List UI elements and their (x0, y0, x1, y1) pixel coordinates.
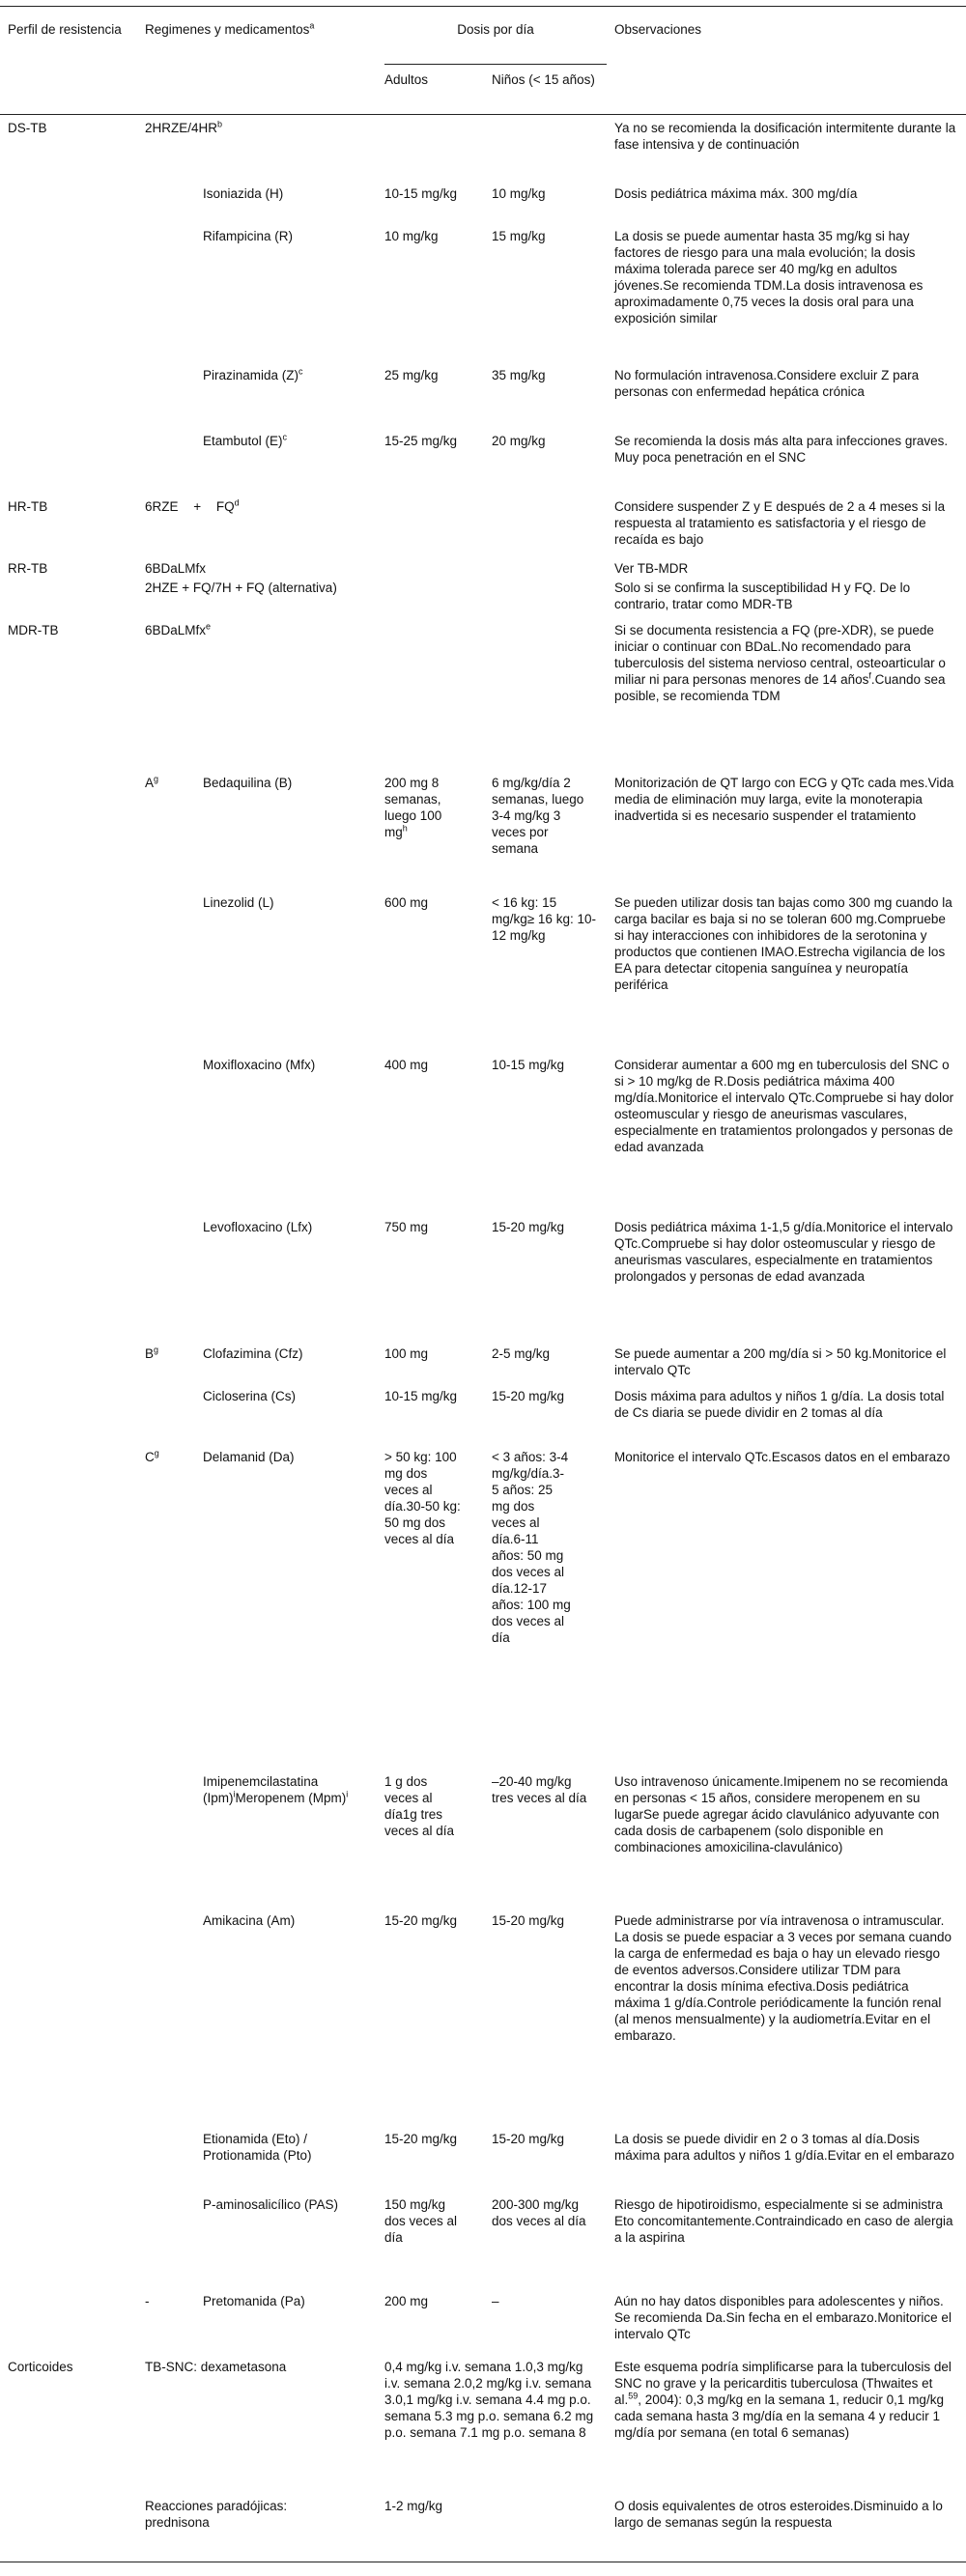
drug-pa: Pretomanida (Pa) (203, 2294, 305, 2308)
regimen-tb-snc: TB-SNC: dexametasona (145, 2360, 287, 2374)
obs-reacciones: O dosis equivalentes de otros esteroides.Disminuido a lo largo de semanas según la respuesta (614, 2499, 943, 2530)
drug-z: Pirazinamida $(Z)^c$ (203, 366, 303, 382)
obs-tb-snc: Este esquema podría simplificarse para la tuberculosis del SNC no grave y la pericarditis tuberculosa (Thwaites et al.$^{59}$, 2004): 0,3 mg/kg en la semana 1, reducir 0,1 mg/kg cada semana hasta 3 mg/día en la semana 4 y reducir 1 mg/día por semana (en total 6 semanas) (614, 2360, 952, 2440)
regimen-rrtb-1: 6BDaLMfx (145, 561, 207, 576)
drug-da: Delamanid (Da) (203, 1450, 295, 1464)
obs-pa: Aún no hay datos disponibles para adolescentes y niños. Se recomienda Da.Sin fecha en el embarazo.Monitorice el intervalo QTc (614, 2294, 952, 2341)
obs-cfz: Se puede aumentar a 200 mg/día si > 50 kg.Monitorice el intervalo QTc (614, 1346, 947, 1377)
drug-am: Amikacina (Am) (203, 1913, 296, 1928)
dose-adult-da: > 50 kg: 100 mg dos veces al día.30-50 kg: 50 mg dos veces al día (384, 1450, 461, 1546)
drug-cfz: Clofazimina (Cfz) (203, 1346, 303, 1361)
dose-adult-pa: 200 mg (384, 2294, 429, 2308)
dose-adult-eto: 15-20 mg/kg (384, 2132, 458, 2146)
dose-child-cfz: 2-5 mg/kg (492, 1346, 551, 1361)
dose-adult-b: 200 mg 8 semanas, luego 100 $mg^h$ (384, 776, 442, 839)
drug-lfx: Levofloxacino (Lfx) (203, 1220, 313, 1234)
obs-l: Se pueden utilizar dosis tan bajas como 300 mg cuando la carga bacilar es baja si no se toleran 600 mg.Compruebe si hay interacciones con inhibidores de la serotonina y productos que contienen IMAO.Estrecha vigilancia de los EA para detectar citopenia sanguínea y neuropatía periférica (614, 895, 952, 992)
obs-e: Se recomienda la dosis más alta para infecciones graves. Muy poca penetración en el SNC (614, 434, 949, 465)
obs-pas: Riesgo de hipotiroidismo, especialmente si se administra Eto concomitantemente.Contraindicado en caso de alergia a la aspirina (614, 2197, 953, 2245)
obs-r: La dosis se puede aumentar hasta 35 mg/kg si hay factores de riesgo para una mala evolución; la dosis máxima tolerada parece ser 40 mg/kg en adultos jóvenes.Se recomienda TDM.La dosis intravenosa es aproximadamente 0,75 veces la dosis oral para una exposición similar (614, 229, 923, 326)
drug-cs: Cicloserina (Cs) (203, 1389, 297, 1403)
group-pa-label: - (145, 2294, 150, 2308)
dose-child-l: < 16 kg: 15 mg/kg≥ 16 kg: 10-12 mg/kg (492, 895, 596, 943)
obs-da: Monitorice el intervalo QTc.Escasos datos en el embarazo (614, 1450, 951, 1464)
obs-am: Puede administrarse por vía intravenosa o intramuscular. La dosis se puede espaciar a 3 veces por semana cuando la carga de enfermedad es baja o hay un elevado riesgo de eventos adversos.Considere utilizar TDM para encontrar la dosis mínima efectiva.Dosis pediátrica máxima 1 g/día.Controle periódicamente la función renal (al menos mensualmente) y la audiometría.Evitar en el embarazo. (614, 1913, 952, 2043)
dose-adult-lfx: 750 mg (384, 1220, 429, 1234)
regimen-dstb: $2HRZE/4HR^b$ (145, 119, 223, 135)
dose-child-h: 10 mg/kg (492, 186, 546, 201)
dose-group-rule (384, 64, 607, 65)
dose-adult-ipm: 1 g dos veces al día1g tres veces al día (384, 1774, 455, 1838)
regimen-hrtb: $6RZE + FQ^d$ (145, 497, 240, 514)
drug-eto: Etionamida (Eto) / Protionamida (Pto) (203, 2132, 312, 2163)
profile-rrtb: RR-TB (8, 561, 48, 576)
dose-child-eto: 15-20 mg/kg (492, 2132, 565, 2146)
profile-corticoides: Corticoides (8, 2360, 73, 2374)
header-observations: Observaciones (614, 22, 702, 37)
header-adults: Adultos (384, 72, 429, 87)
drug-ipm: Imipenemcilastatina (Ipm)$^i$Meropenem (Mpm)$^i$ (203, 1774, 349, 1805)
profile-mdrtb: MDR-TB (8, 623, 59, 637)
dose-adult-mfx: 400 mg (384, 1058, 429, 1072)
top-rule (0, 6, 966, 7)
drug-e: Etambutol $(E)^c$ (203, 432, 288, 448)
profile-dstb: DS-TB (8, 121, 47, 135)
obs-lfx: Dosis pediátrica máxima 1-1,5 g/día.Monitorice el intervalo QTc.Compruebe si hay dolor osteomuscular y riesgo de aneurismas vasculares, especialmente en tratamientos prolongados y personas de edad avanzada (614, 1220, 953, 1284)
obs-eto: La dosis se puede dividir en 2 o 3 tomas al día.Dosis máxima para adultos y niños 1 g/día.Evitar en el embarazo (614, 2132, 954, 2163)
dose-tb-snc: 0,4 mg/kg i.v. semana 1.0,3 mg/kg i.v. semana 2.0,2 mg/kg i.v. semana 3.0,1 mg/kg i.v. semana 4.4 mg p.o. semana 5.3 mg p.o. semana 6.2 mg p.o. semana 7.1 mg p.o. semana 8 (384, 2360, 594, 2440)
group-b-label: $B^g$ (145, 1345, 159, 1361)
header-rule (0, 114, 966, 115)
obs-dstb: Ya no se recomienda la dosificación intermitente durante la fase intensiva y de continuación (614, 121, 956, 152)
dose-child-mfx: 10-15 mg/kg (492, 1058, 565, 1072)
group-c-label: $C^g$ (145, 1448, 159, 1464)
group-a-label: $A^g$ (145, 774, 159, 790)
drug-mfx: Moxifloxacino (Mfx) (203, 1058, 316, 1072)
dose-child-da: < 3 años: 3-4 mg/kg/día.3-5 años: 25 mg dos veces al día.6-11 años: 50 mg dos veces al día.12-17 años: 100 mg dos veces al día (492, 1450, 571, 1645)
regimen-reacciones: Reacciones paradójicas: prednisona (145, 2499, 288, 2530)
dose-child-pas: 200-300 mg/kg dos veces al día (492, 2197, 586, 2228)
dose-adult-z: 25 mg/kg (384, 368, 439, 382)
obs-rrtb-2: Solo si se confirma la susceptibilidad H y FQ. De lo contrario, tratar como MDR-TB (614, 580, 911, 611)
dose-child-pa: – (492, 2294, 499, 2308)
dose-child-e: 20 mg/kg (492, 434, 546, 448)
obs-hrtb: Considere suspender Z y E después de 2 a 4 meses si la respuesta al tratamiento es satisfactoria y el riesgo de recaída es bajo (614, 499, 946, 547)
dose-child-ipm: –20-40 mg/kg tres veces al día (492, 1774, 587, 1805)
obs-rrtb-1: Ver TB-MDR (614, 561, 689, 576)
drug-r: Rifampicina (R) (203, 229, 294, 243)
dose-adult-e: 15-25 mg/kg (384, 434, 458, 448)
dose-adult-am: 15-20 mg/kg (384, 1913, 458, 1928)
dose-reacciones: 1-2 mg/kg (384, 2499, 443, 2513)
dose-child-lfx: 15-20 mg/kg (492, 1220, 565, 1234)
dose-adult-h: 10-15 mg/kg (384, 186, 458, 201)
drug-pas: P-aminosalicílico (PAS) (203, 2197, 339, 2212)
regimen-rrtb-2: 2HZE + FQ/7H + FQ (alternativa) (145, 580, 337, 595)
obs-b: Monitorización de QT largo con ECG y QTc cada mes.Vida media de eliminación muy larga, evite la monoterapia inadvertida si es necesario suspender el tratamiento (614, 776, 954, 823)
drug-h: Isoniazida (H) (203, 186, 284, 201)
header-dose-group: Dosis por día (457, 22, 534, 37)
dose-child-am: 15-20 mg/kg (492, 1913, 565, 1928)
regimen-mdrtb: 6BDaLMfx$^e$ (145, 621, 212, 637)
dose-adult-r: 10 mg/kg (384, 229, 439, 243)
profile-hrtb: HR-TB (8, 499, 48, 514)
dose-child-b: 6 mg/kg/día 2 semanas, luego 3-4 mg/kg 3 veces por semana (492, 776, 584, 856)
dose-adult-cfz: 100 mg (384, 1346, 429, 1361)
obs-mdrtb: Si se documenta resistencia a FQ (pre-XDR), se puede iniciar o continuar con BDaL.No recomendado para tuberculosis del sistema nervioso central, osteoarticular o miliar ni para personas menores de 14 años$^f$.Cuando sea posible, se recomienda TDM (614, 623, 946, 703)
dose-child-z: 35 mg/kg (492, 368, 546, 382)
obs-h: Dosis pediátrica máxima máx. 300 mg/día (614, 186, 858, 201)
header-children: Niños (< 15 años) (492, 72, 595, 87)
obs-z: No formulación intravenosa.Considere excluir Z para personas con enfermedad hepática crónica (614, 368, 920, 399)
header-profile: Perfil de resistencia (8, 22, 122, 37)
dose-child-cs: 15-20 mg/kg (492, 1389, 565, 1403)
dose-adult-l: 600 mg (384, 895, 429, 910)
header-regimen: Regimenes y medicamentos$^a$ (145, 20, 315, 37)
obs-cs: Dosis máxima para adultos y niños 1 g/día. La dosis total de Cs diaria se puede dividir en 2 tomas al día (614, 1389, 945, 1420)
drug-l: Linezolid (L) (203, 895, 274, 910)
obs-ipm: Uso intravenoso únicamente.Imipenem no se recomienda en personas < 15 años, considere meropenem en su lugarSe puede agregar ácido clavulánico adyuvante con cada dosis de carbapenem (solo disponible en combinaciones amoxicilina-clavulánico) (614, 1774, 949, 1854)
dose-child-r: 15 mg/kg (492, 229, 546, 243)
obs-mfx: Considerar aumentar a 600 mg en tuberculosis del SNC o si > 10 mg/kg de R.Dosis pediátrica máxima 400 mg/día.Monitorice el intervalo QTc.Compruebe si hay dolor osteomuscular y riesgo de aneurismas vasculares, especialmente en tratamientos prolongados y personas de edad avanzada (614, 1058, 954, 1154)
drug-b: Bedaquilina (B) (203, 776, 293, 790)
dose-adult-pas: 150 mg/kg dos veces al día (384, 2197, 458, 2245)
dose-adult-cs: 10-15 mg/kg (384, 1389, 458, 1403)
